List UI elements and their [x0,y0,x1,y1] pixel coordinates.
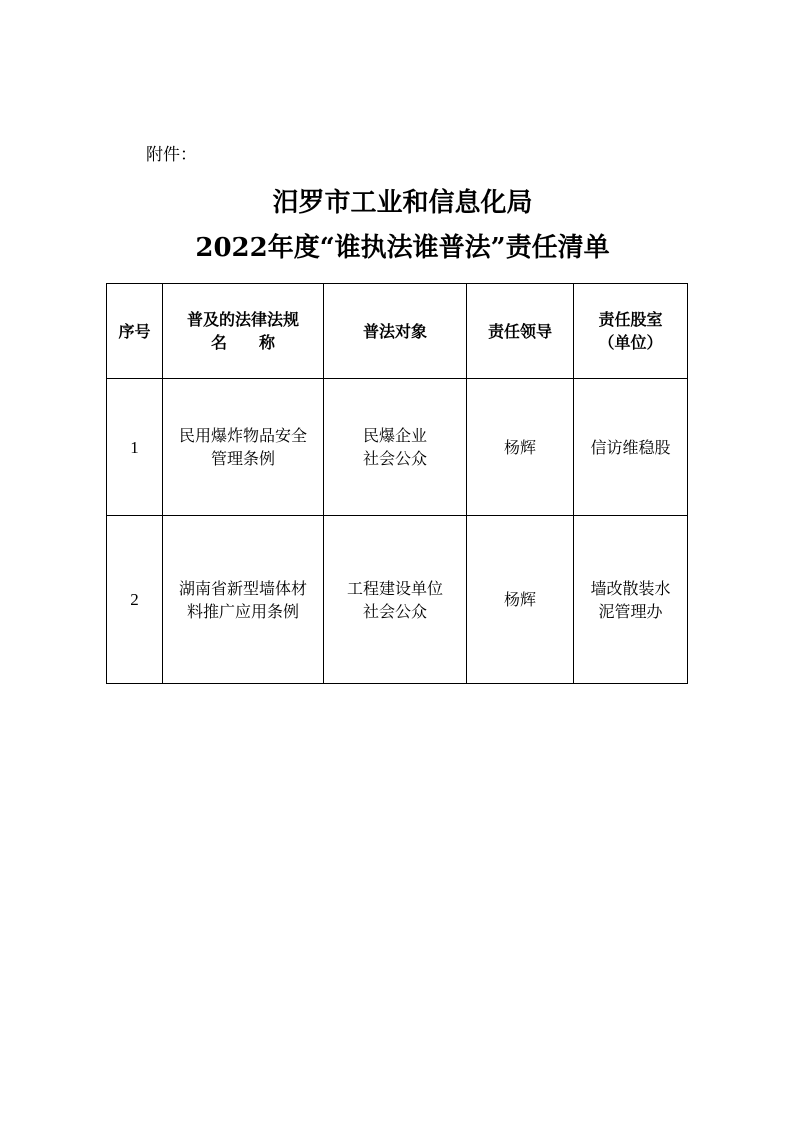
attachment-label: 附件： [146,145,197,165]
header-dept-line2: （单位） [598,333,663,352]
row-target-line1: 民爆企业 [362,426,427,445]
header-law-name-line2: 名 称 [210,333,275,352]
table-row [107,516,688,684]
cell-seq [107,516,163,684]
header-target [324,284,467,379]
row-dept-line1: 信访维稳股 [590,437,671,457]
cell-seq [107,379,163,516]
row-target-line1: 工程建设单位 [346,578,443,598]
row-target-line2: 社会公众 [362,601,427,621]
header-leader-text: 责任领导 [487,321,552,341]
header-dept [574,284,688,379]
row-dept-line2: 泥管理办 [598,601,663,621]
row-law-line1: 民用爆炸物品安全 [178,426,307,445]
row-leader: 杨辉 [503,437,536,457]
header-seq-text: 序号 [118,321,151,341]
header-seq [107,284,163,379]
row-law-line1: 湖南省新型墙体材 [178,578,307,598]
cell-target [324,516,467,684]
row-seq: 1 [130,437,139,457]
cell-law-name [163,516,324,684]
header-target-text: 普法对象 [362,321,427,341]
table-row [107,379,688,516]
header-dept-line1: 责任股室 [598,310,663,329]
header-leader [467,284,574,379]
cell-dept [574,516,688,684]
cell-law-name [163,379,324,516]
row-dept-line1: 墙改散装水 [590,578,671,598]
responsibility-table [106,283,688,684]
row-law-line2: 管理条例 [210,449,275,468]
cell-target [324,379,467,516]
document-title-line2: 2022年度“谁执法谁普法”责任清单 [195,233,610,263]
row-target-line2: 社会公众 [362,449,427,468]
header-law-name-line1: 普及的法律法规 [186,310,299,329]
table-header-row [107,284,688,379]
row-seq: 2 [130,590,139,609]
row-leader: 杨辉 [503,590,536,609]
document-title-line1: 汨罗市工业和信息化局 [272,188,533,218]
cell-leader [467,379,574,516]
row-law-line2: 料推广应用条例 [186,601,299,621]
cell-leader [467,516,574,684]
header-law-name [163,284,324,379]
cell-dept [574,379,688,516]
